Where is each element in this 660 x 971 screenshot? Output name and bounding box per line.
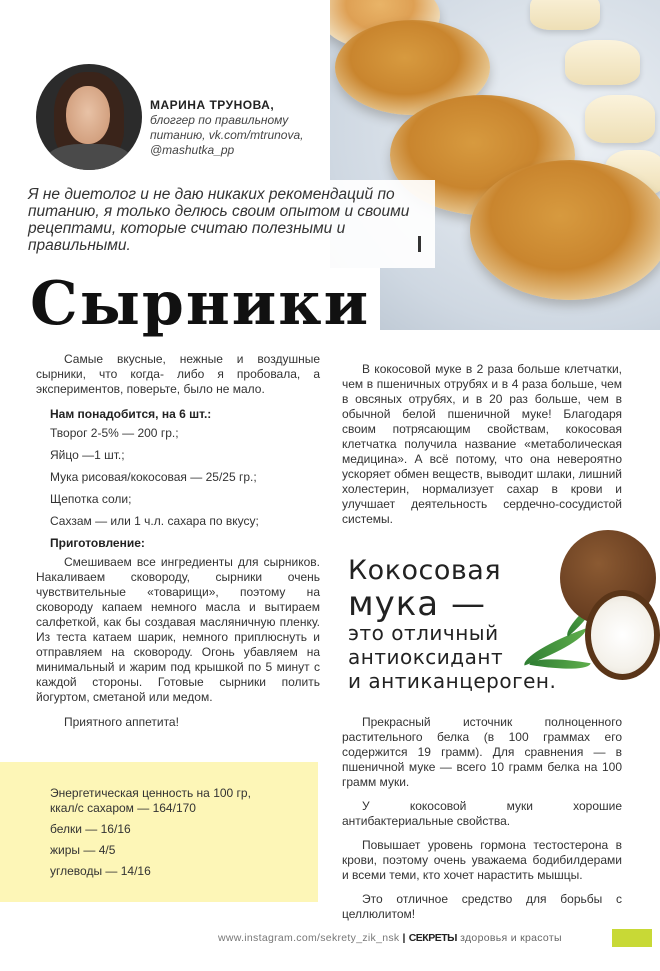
banana-slice [565, 40, 640, 85]
benefits-column [342, 715, 622, 931]
page-number-tab [612, 929, 652, 947]
coconut-half [585, 590, 660, 680]
nutrition-energy-label: Энергетическая ценность на 100 гр, [50, 786, 251, 800]
article-title: Сырники [26, 268, 380, 340]
nutrition-fat: жиры — 4/5 [50, 843, 116, 857]
author-description: блоггер по правильному питанию, vk.com/mtrunova, @mashutka_pp [150, 113, 304, 157]
closing-text: Приятного аппетита! [64, 715, 179, 729]
nutrition-carbs: углеводы — 14/16 [50, 864, 151, 878]
footer-brand: СЕКРЕТЫ [408, 932, 457, 944]
page-footer [218, 932, 562, 944]
footer-instagram-link[interactable]: www.instagram.com/sekrety_zik_nsk [218, 932, 400, 944]
benefit-paragraph: Это отличное средство для борьбы с целлюлитом! [342, 892, 622, 921]
footer-separator: | [402, 932, 406, 944]
big-quote-line: это отличный [348, 621, 499, 645]
ingredient-item: Щепотка соли; [50, 492, 132, 506]
benefit-paragraph: У кокосовой муки хорошие антибактериальные свойства. [342, 799, 622, 828]
benefit-paragraph: Прекрасный источник полноценного растительного белка (в 100 граммах его содержится 19 грамм). Для сравнения — в пшеничной муке — всего 10 грамм белка на 100 грамм муки. [342, 715, 622, 789]
nutrition-info [50, 786, 251, 885]
ingredient-item: Творог 2-5% — 200 гр.; [50, 426, 179, 440]
ingredients-heading: Нам понадобится, на 6 шт.: [50, 407, 212, 421]
nutrition-energy [50, 786, 251, 816]
intro-paragraph: Самые вкусные, нежные и воздушные сырники, что когда- либо я пробовала, а экспериментов, поверьте, было не мало. [36, 352, 320, 396]
benefit-paragraph: Повышает уровень гормона тестостерона в крови, поэтому очень уважаема бодибилдерами и всеми теми, кто хочет нарастить мышцы. [342, 838, 622, 882]
banana-slice [585, 95, 655, 143]
preparation-text: Смешиваем все ингредиенты для сырников. Накаливаем сковороду, сырники очень чувствительные «товарищи», поэтому на сковороду капаем немного масла и вытираем салфеткой, как бы создавая масляничную пленку. Из теста катаем шарик, немного приплюснуть и отправляем на сковороду. Огонь убавляем на минимальный и жарим под крышкой по 5 минут с каждой стороны. Готовые сырники полить йогуртом, сметаной или медом. [36, 555, 320, 704]
author-name: МАРИНА ТРУНОВА, [150, 98, 275, 112]
ingredient-item: Мука рисовая/кокосовая — 25/25 гр.; [50, 470, 257, 484]
big-quote-line: антиоксидант [348, 645, 504, 669]
big-quote-line: Кокосовая [348, 555, 502, 586]
author-avatar [36, 64, 142, 170]
banana-slice [530, 0, 600, 30]
coconut-fiber-paragraph: В кокосовой муке в 2 раза больше клетчатки, чем в пшеничных отрубях и в 4 раза больше, чем в овсяных отрубях, и в 20 раз больше, чем в обычной белой пшеничной муке! Благодаря своим потрясающим свойствам, кокосовая клетчатка получила название «метаболическая медицина». А всё потому, что она невероятно ускоряет обмен веществ, выводит шлаки, лишний холестерин, нормализует сахар в крови и улучшает деятельность сердечно-сосудистой системы. [342, 362, 622, 526]
ingredient-item: Сахзам — или 1 ч.л. сахара по вкусу; [50, 514, 259, 528]
recipe-column [36, 352, 320, 740]
avatar-face [66, 86, 110, 144]
coconut-big-quote [348, 557, 556, 691]
coconut-flour-column [342, 362, 622, 527]
big-quote-line: и антиканцероген. [348, 669, 557, 693]
avatar-shirt [46, 144, 132, 170]
disclaimer-quote: Я не диетолог и не даю никаких рекомендаций по питанию, я только делюсь своим опытом и своими рецептами, которые считаю полезными и правильными. [28, 186, 410, 254]
coconut-flesh [591, 596, 654, 674]
syrnik [470, 160, 660, 300]
preparation-heading: Приготовление: [50, 536, 145, 550]
ingredient-item: Яйцо —1 шт.; [50, 448, 125, 462]
nutrition-energy-values: ккал/с сахаром — 164/170 [50, 801, 196, 815]
quote-accent-bar [418, 236, 421, 252]
footer-subtitle: здоровья и красоты [460, 932, 562, 944]
big-quote-line: мука — [348, 584, 486, 624]
nutrition-protein: белки — 16/16 [50, 822, 131, 836]
